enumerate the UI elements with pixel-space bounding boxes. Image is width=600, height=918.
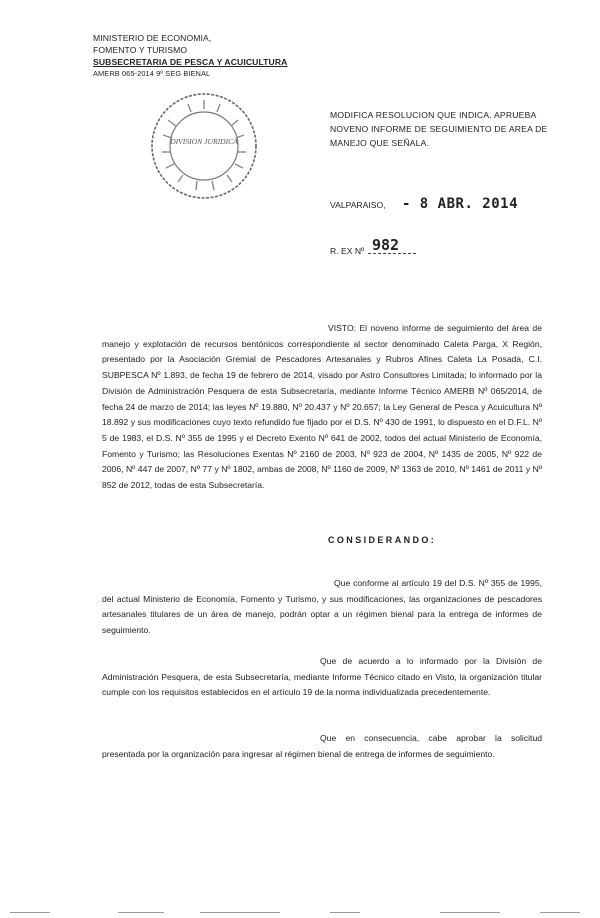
considerando-paragraph-1: Que conforme al artículo 19 del D.S. Nº 355 de 1995, del actual Ministerio de Economía, Fomento y Turismo, y sus modificaciones, las organizaciones de pescadores artesanales titulares de un área de manejo, podrán optar a un régimen bienal para la entrega de informes de seguimiento.	[102, 578, 542, 636]
considerando-heading: CONSIDERANDO:	[328, 535, 437, 545]
footer-scan-marks	[0, 906, 600, 914]
header-fomento: FOMENTO Y TURISMO	[93, 45, 188, 55]
considerando-paragraph-2: Que de acuerdo a lo informado por la División de Administración Pesquera, de esta Subsecretaría, mediante Informe Técnico citado en Visto, la organización titular cumple con los requisitos establecidos en el artículo 19 de la norma individualizada precedentemente.	[102, 656, 542, 698]
date-place: VALPARAISO,	[330, 200, 386, 210]
visto-text: El noveno informe de seguimiento del área de manejo y explotación de recursos bentónicos correspondiente al sector denominado Caleta Parga, X Región, presentado por la Asociación Gremial de Pescadores Artesanales y Rubros Afines Caleta La Posada, C.I. SUBPESCA Nº 1.893, de fecha 19 de febrero de 2014, visado por Astro Consultores Limitada; lo informado por la División de Administración Pesquera de esta Subsecretaría, mediante Informe Técnico AMERB Nº 065/2014, de fecha 24 de marzo de 2014; las leyes Nº 19.880, Nº 20.437 y Nº 20.657; la Ley General de Pesca y Acuicultura Nº 18.892 y sus modificaciones cuyo texto refundido fue fijado por el D.S. Nº 430 de 1991, lo dispuesto en el D.F.L. Nº 5 de 1983, el D.S. Nº 355 de 1995 y el Decreto Exento Nº 641 de 2002, todos del actual Ministerio de Economía, Fomento y Turismo; las Resoluciones Exentas Nº 2160 de 2003, Nº 923 de 2004, Nº 1435 de 2005, Nº 922 de 2006, Nº 447 de 2007, Nº 77 y Nº 1802, ambas de 2008, Nº 1160 de 2009, Nº 1363 de 2010, Nº 1461 de 2011 y Nº 852 de 2012, todas de esta Subsecretaría.	[102, 323, 542, 491]
visto-paragraph	[102, 321, 542, 494]
division-stamp-seal	[148, 90, 260, 202]
resolution-label: R. EX Nº	[330, 246, 365, 256]
header-ministry: MINISTERIO DE ECONOMIA,	[93, 33, 212, 43]
resolution-number: 982	[372, 236, 400, 254]
date-stamp: - 8 ABR. 2014	[401, 196, 519, 212]
resolution-number-line	[330, 236, 416, 256]
header-reference: AMERB 065-2014 9º SEG BIENAL	[93, 69, 211, 78]
seal-center-text: DIVISION JURIDICA	[170, 137, 238, 146]
header-subsecretaria: SUBSECRETARIA DE PESCA Y ACUICULTURA	[93, 57, 288, 67]
date-line	[330, 196, 518, 212]
ministry-header	[93, 32, 287, 80]
resolution-subject: MODIFICA RESOLUCION QUE INDICA. APRUEBA NOVENO INFORME DE SEGUIMIENTO DE AREA DE MANEJO QUE SEÑALA.	[330, 110, 548, 148]
considerando-paragraph-3: Que en consecuencia, cabe aprobar la solicitud presentada por la organización para ingresar al régimen bienal de entrega de informes de seguimiento.	[102, 733, 542, 759]
visto-label: VISTO:	[328, 323, 357, 333]
